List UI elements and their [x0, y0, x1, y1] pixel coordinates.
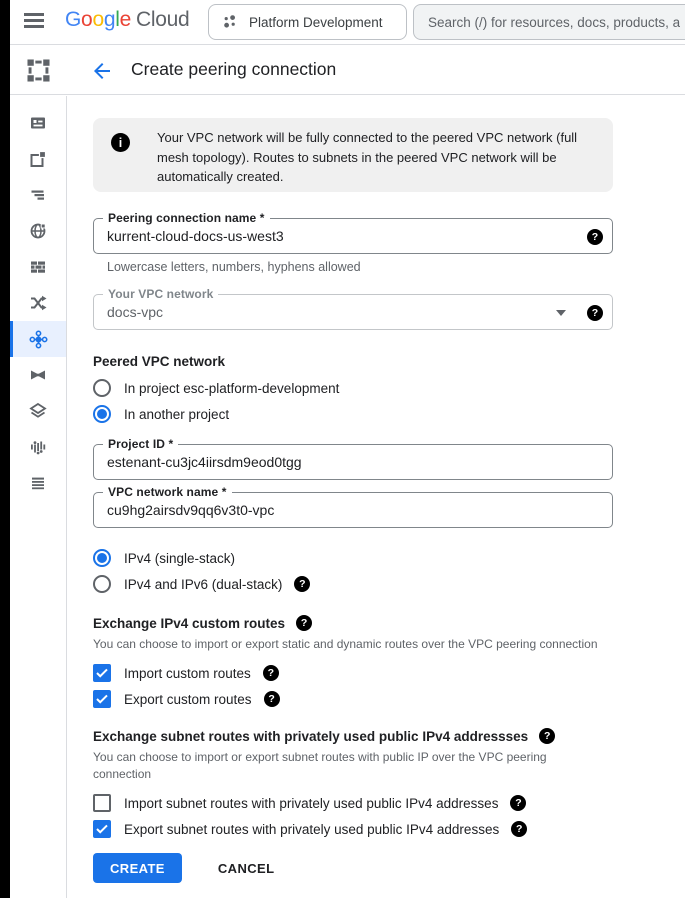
main-form [93, 118, 613, 883]
info-icon: i [111, 133, 130, 152]
info-banner [93, 118, 613, 192]
vpc-network-name-field[interactable] [93, 485, 613, 528]
checkbox-export-subnet-routes[interactable]: Export subnet routes with privately used public IPv4 addresses ? [93, 817, 613, 841]
help-icon[interactable]: ? [587, 229, 603, 245]
checkbox-checked-icon [93, 664, 111, 682]
shared-vpc-icon [29, 366, 47, 384]
sidebar-item-shared-vpc[interactable] [10, 357, 66, 393]
sidebar-item-internal-ranges[interactable] [10, 213, 66, 249]
chevron-down-icon[interactable] [556, 310, 566, 316]
radio-on-icon [93, 549, 111, 567]
sidebar-item-network-inventory[interactable] [10, 465, 66, 501]
vpc-network-icon [25, 57, 52, 84]
vpc-network-name-input[interactable] [94, 493, 612, 527]
page-header [10, 46, 685, 95]
top-bar [10, 0, 685, 45]
peering-name-field[interactable] [93, 211, 613, 254]
custom-routes-title-text: Exchange IPv4 custom routes [93, 615, 286, 631]
search-placeholder: Search (/) for resources, docs, products, a [428, 14, 681, 30]
checkbox-import-subnet-routes[interactable]: Import subnet routes with privately used public IPv4 addresses ? [93, 791, 613, 815]
radio-on-icon [93, 405, 111, 423]
sidebar-item-serverless-vpc-access[interactable] [10, 393, 66, 429]
help-icon[interactable]: ? [510, 795, 526, 811]
network-inventory-icon [29, 474, 47, 492]
radio-ipv4-ipv6-dual-stack[interactable]: IPv4 and IPv6 (dual-stack) ? [93, 572, 613, 596]
radio-in-project[interactable]: In project esc-platform-development [93, 376, 613, 400]
checkbox-checked-icon [93, 820, 111, 838]
project-selector[interactable] [208, 4, 407, 40]
logo-letter: l [115, 8, 120, 31]
firewall-icon [29, 258, 47, 276]
packet-mirroring-icon [29, 438, 47, 456]
checkbox-import-custom-routes[interactable]: Import custom routes ? [93, 661, 613, 685]
google-cloud-logo[interactable] [65, 8, 189, 32]
help-icon[interactable]: ? [539, 728, 555, 744]
peered-vpc-title-text: Peered VPC network [93, 353, 226, 369]
sidebar-item-vpc-networks[interactable] [10, 105, 66, 141]
project-icon [221, 14, 239, 30]
checkbox-export-custom-routes[interactable]: Export custom routes ? [93, 687, 613, 711]
subnet-routes-section-title [93, 727, 613, 745]
your-vpc-network-value: docs-vpc [107, 304, 164, 320]
help-icon[interactable]: ? [264, 691, 280, 707]
project-id-field[interactable] [93, 437, 613, 480]
sidebar-item-bring-your-own-ip[interactable] [10, 177, 66, 213]
menu-icon[interactable] [24, 13, 44, 30]
sidebar [10, 96, 67, 898]
create-button[interactable]: CREATE [93, 853, 182, 883]
info-banner-text: Your VPC network will be fully connected to the peered VPC network (full mesh topology). Routes to subnets in the peered VPC network will be automatically created. [157, 130, 578, 184]
project-id-label: Project ID * [103, 437, 178, 451]
checkbox-unchecked-icon [93, 794, 111, 812]
vpc-network-peering-icon [29, 330, 48, 349]
help-icon[interactable]: ? [296, 615, 312, 631]
sidebar-item-routes[interactable] [10, 285, 66, 321]
logo-letter: o [92, 8, 104, 31]
help-icon[interactable]: ? [263, 665, 279, 681]
radio-in-another-project[interactable]: In another project [93, 402, 613, 426]
radio-off-icon [93, 575, 111, 593]
project-id-input[interactable] [94, 445, 612, 479]
window-edge-strip [0, 0, 10, 898]
peering-name-input[interactable] [94, 219, 612, 253]
checkbox-checked-icon [93, 690, 111, 708]
project-name: Platform Development [249, 14, 383, 30]
logo-letter: g [103, 8, 116, 31]
sidebar-item-ip-addresses[interactable] [10, 141, 66, 177]
serverless-vpc-access-icon [29, 402, 47, 420]
your-vpc-network-label: Your VPC network [103, 287, 218, 301]
peering-name-label: Peering connection name * [103, 211, 270, 225]
internal-ranges-icon [29, 222, 47, 240]
logo-cloud-text: Cloud [135, 8, 190, 31]
routes-icon [29, 294, 47, 312]
custom-routes-description: You can choose to import or export static and dynamic routes over the VPC peering connection [93, 637, 598, 651]
sidebar-item-vpc-network-peering[interactable] [10, 321, 66, 357]
logo-letter: e [119, 8, 131, 31]
peering-name-helper: Lowercase letters, numbers, hyphens allowed [107, 260, 361, 274]
sidebar-item-packet-mirroring[interactable] [10, 429, 66, 465]
logo-letter: o [81, 8, 93, 31]
logo-letter: G [65, 8, 82, 31]
peered-vpc-section-title [93, 352, 613, 370]
search-input[interactable] [413, 4, 685, 40]
cancel-button[interactable]: CANCEL [212, 860, 281, 877]
help-icon[interactable]: ? [587, 305, 603, 321]
subnet-routes-description: You can choose to import or export subnet routes with public IP over the VPC peering connection [93, 750, 547, 781]
help-icon[interactable]: ? [511, 821, 527, 837]
your-vpc-network-select[interactable] [93, 287, 613, 330]
page-title: Create peering connection [131, 59, 337, 79]
ip-addresses-icon [29, 150, 47, 168]
radio-ipv4-single-stack[interactable]: IPv4 (single-stack) [93, 546, 613, 570]
form-actions [93, 853, 613, 883]
back-arrow-icon[interactable] [90, 59, 114, 83]
radio-off-icon [93, 379, 111, 397]
help-icon[interactable]: ? [294, 576, 310, 592]
vpc-networks-icon [29, 114, 47, 132]
vpc-network-name-label: VPC network name * [103, 485, 232, 499]
bring-your-own-ip-icon [29, 186, 47, 204]
sidebar-item-firewall[interactable] [10, 249, 66, 285]
custom-routes-section-title [93, 614, 613, 632]
subnet-routes-title-text: Exchange subnet routes with privately used public IPv4 addressses [93, 728, 529, 744]
